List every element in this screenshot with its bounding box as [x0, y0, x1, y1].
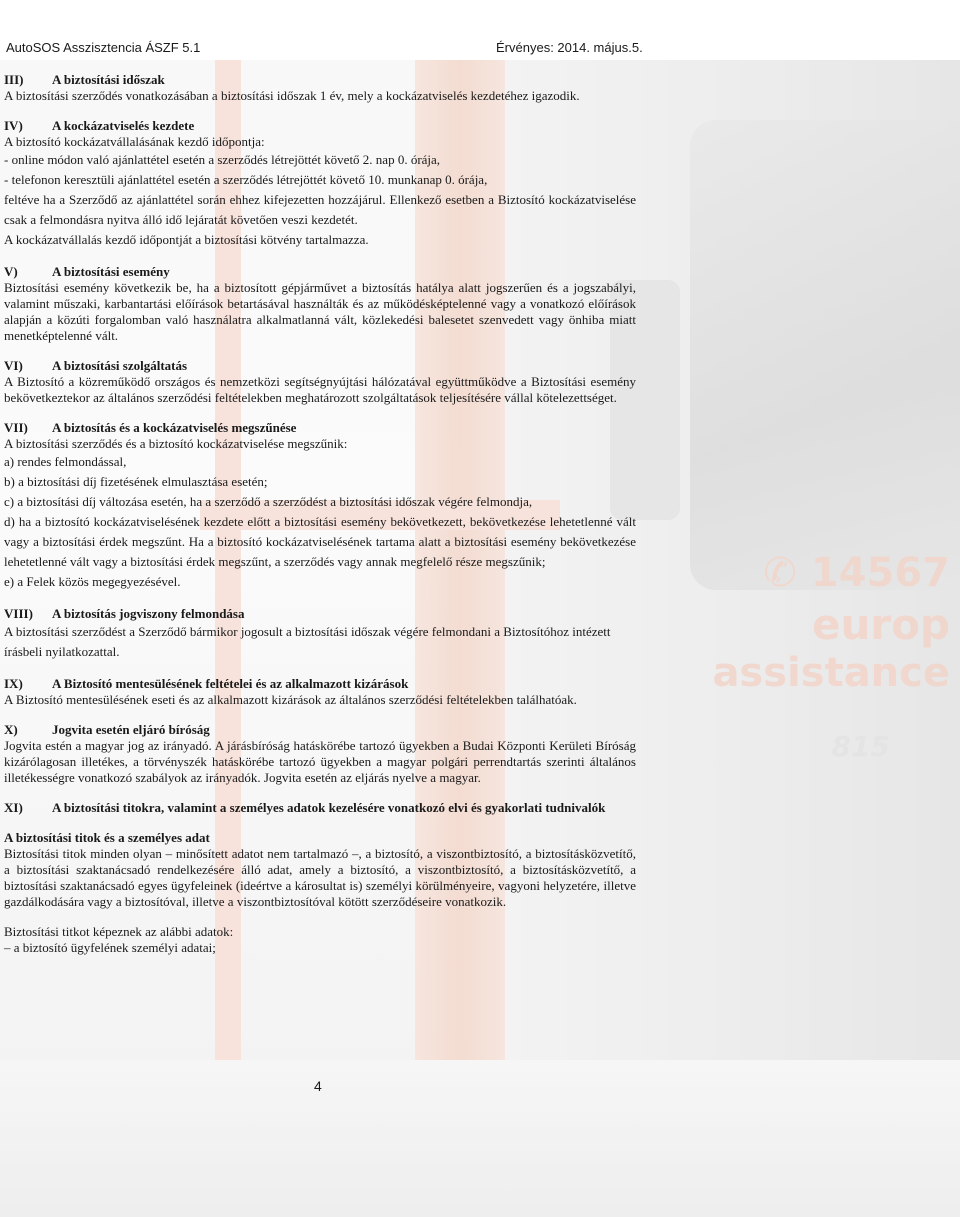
section-line: e) a Felek közös megegyezésével. [4, 574, 181, 589]
header-title: AutoSOS Asszisztencia ÁSZF 5.1 [6, 40, 201, 55]
section-line: - online módon való ajánlattétel esetén a szerződés létrejöttét követő 2. nap 0. órája, [4, 152, 441, 167]
section-paragraph: A biztosítási szerződést a Szerződő bármikor jogosult a biztosítási időszak végére felmondani a Biztosítóhoz intézett írásbeli nyilatkozattal. [4, 624, 611, 659]
section-subheading: A biztosítási titok és a személyes adat [4, 830, 210, 845]
section-line: Biztosítási titkot képeznek az alábbi adatok: [4, 924, 234, 939]
section-heading: X) Jogvita esetén eljáró bíróság [4, 722, 210, 737]
section-heading: VI) A biztosítási szolgáltatás [4, 358, 188, 373]
section-line: – a biztosító ügyfelének személyi adatai; [4, 940, 216, 955]
page-number: 4 [314, 1078, 322, 1094]
section-paragraph: Biztosítási esemény következik be, ha a biztosított gépjárművet a biztosítás hatálya alatt jogszerűen és a jogszabályi, valamint műszaki, karbantartási előírások betartásával használták és az működésképtelenné vagy a vonatkozó előírások alapján a közúti forgalomban való használatra alkalmatlanná vált, közlekedési balesetet szenvedett vagy önhiba miatt menetképtelenné vált. [4, 280, 636, 343]
section-line: A biztosító kockázatvállalásának kezdő időpontja: [4, 134, 265, 149]
section-paragraph: A Biztosító mentesülésének eseti és az alkalmazott kizárások az általános szerződési feltételekben találhatóak. [4, 692, 577, 707]
page-header [0, 0, 960, 60]
background-logo-sub: assistance [712, 650, 950, 696]
section-line: a) rendes felmondással, [4, 454, 127, 469]
section-line: - telefonon keresztüli ajánlattétel esetén a szerződés létrejöttét követő 10. munkanap 0. órája, [4, 172, 488, 187]
section-heading: III) A biztosítási időszak [4, 72, 165, 87]
section-heading: IX) A Biztosító mentesülésének feltételei és az alkalmazott kizárások [4, 676, 409, 691]
section-line: A biztosítási szerződés és a biztosító kockázatviselése megszűnik: [4, 436, 348, 451]
background-logo-number: ✆ 14567 [763, 550, 950, 596]
section-line: d) ha a biztosító kockázatviselésének kezdete előtt a biztosítási esemény bekövetkezett, bekövetkezése lehetetlenné vált vagy a biztosítási érdek megszűnt. Ha a biztosító kockázatviselésének tartama alatt a biztosítási esemény bekövetkezése lehetetlenné vált vagy a biztosítási érdek megszűnt, a szerződés vagy annak megfelelő része megszűnik; [4, 514, 636, 569]
section-heading: V) A biztosítási esemény [4, 264, 170, 279]
section-heading: IV) A kockázatviselés kezdete [4, 118, 195, 133]
document-body [4, 72, 636, 956]
section-heading: VII) A biztosítás és a kockázatviselés megszűnése [4, 420, 297, 435]
background-logo-brand: europ [811, 600, 950, 649]
section-line: feltéve ha a Szerződő az ajánlattétel során ehhez kifejezetten hozzájárul. Ellenkező esetben a Biztosító kockázatviselése csak a felmondásra nyitva álló idő lejáratát követően veszi kezdetét. [4, 192, 636, 227]
section-line: b) a biztosítási díj fizetésének elmulasztása esetén; [4, 474, 268, 489]
section-paragraph: Biztosítási titok minden olyan – minősített adatot nem tartalmazó –, a biztosító, a viszontbiztosító, a biztosításközvetítő, a biztosítási szaktanácsadó rendelkezésére álló adat, amely a biztosító, a viszontbiztosító, a biztosításközvetítő, a biztosítási szaktanácsadó egyes ügyfeleinek (ideértve a károsultat is) személyi körülményeire, vagyoni helyzetére, illetve gazdálkodására vagy a biztosítóval, illetve a viszontbiztosítóval kötött szerződéseire vonatkozik. [4, 846, 636, 909]
section-line: A kockázatvállalás kezdő időpontját a biztosítási kötvény tartalmazza. [4, 232, 369, 247]
section-paragraph: Jogvita estén a magyar jog az irányadó. A járásbíróság hatáskörébe tartozó ügyekben a Budai Központi Kerületi Bíróság kizárólagosan illetékes, a törvényszék hatáskörébe tartozó ügyekben a magyar polgári perrendtartás szerinti általános illetékességre vonatkozó szabályok az irányadók. Jogvita esetén az eljárás nyelve a magyar. [4, 738, 636, 785]
section-heading: XI) A biztosítási titokra, valamint a személyes adatok kezelésére vonatkozó elvi és gyakorlati tudnivalók [4, 800, 606, 815]
section-paragraph: A Biztosító a közreműködő országos és nemzetközi segítségnyújtási hálózatával együttműködve a Biztosítási esemény bekövetkeztekor az általános szerződési feltételekben meghatározott szolgáltatások teljesítésére vállal kötelezettséget. [4, 374, 636, 405]
section-line: c) a biztosítási díj változása esetén, ha a szerződő a szerződést a biztosítási időszak végére felmondja, [4, 494, 533, 509]
section-heading: VIII) A biztosítás jogviszony felmondása [4, 606, 245, 621]
header-validity: Érvényes: 2014. május.5. [496, 40, 643, 55]
background-unit-number: 815 [831, 730, 890, 763]
section-paragraph: A biztosítási szerződés vonatkozásában a biztosítási időszak 1 év, mely a kockázatviselés kezdetéhez igazodik. [4, 88, 580, 103]
